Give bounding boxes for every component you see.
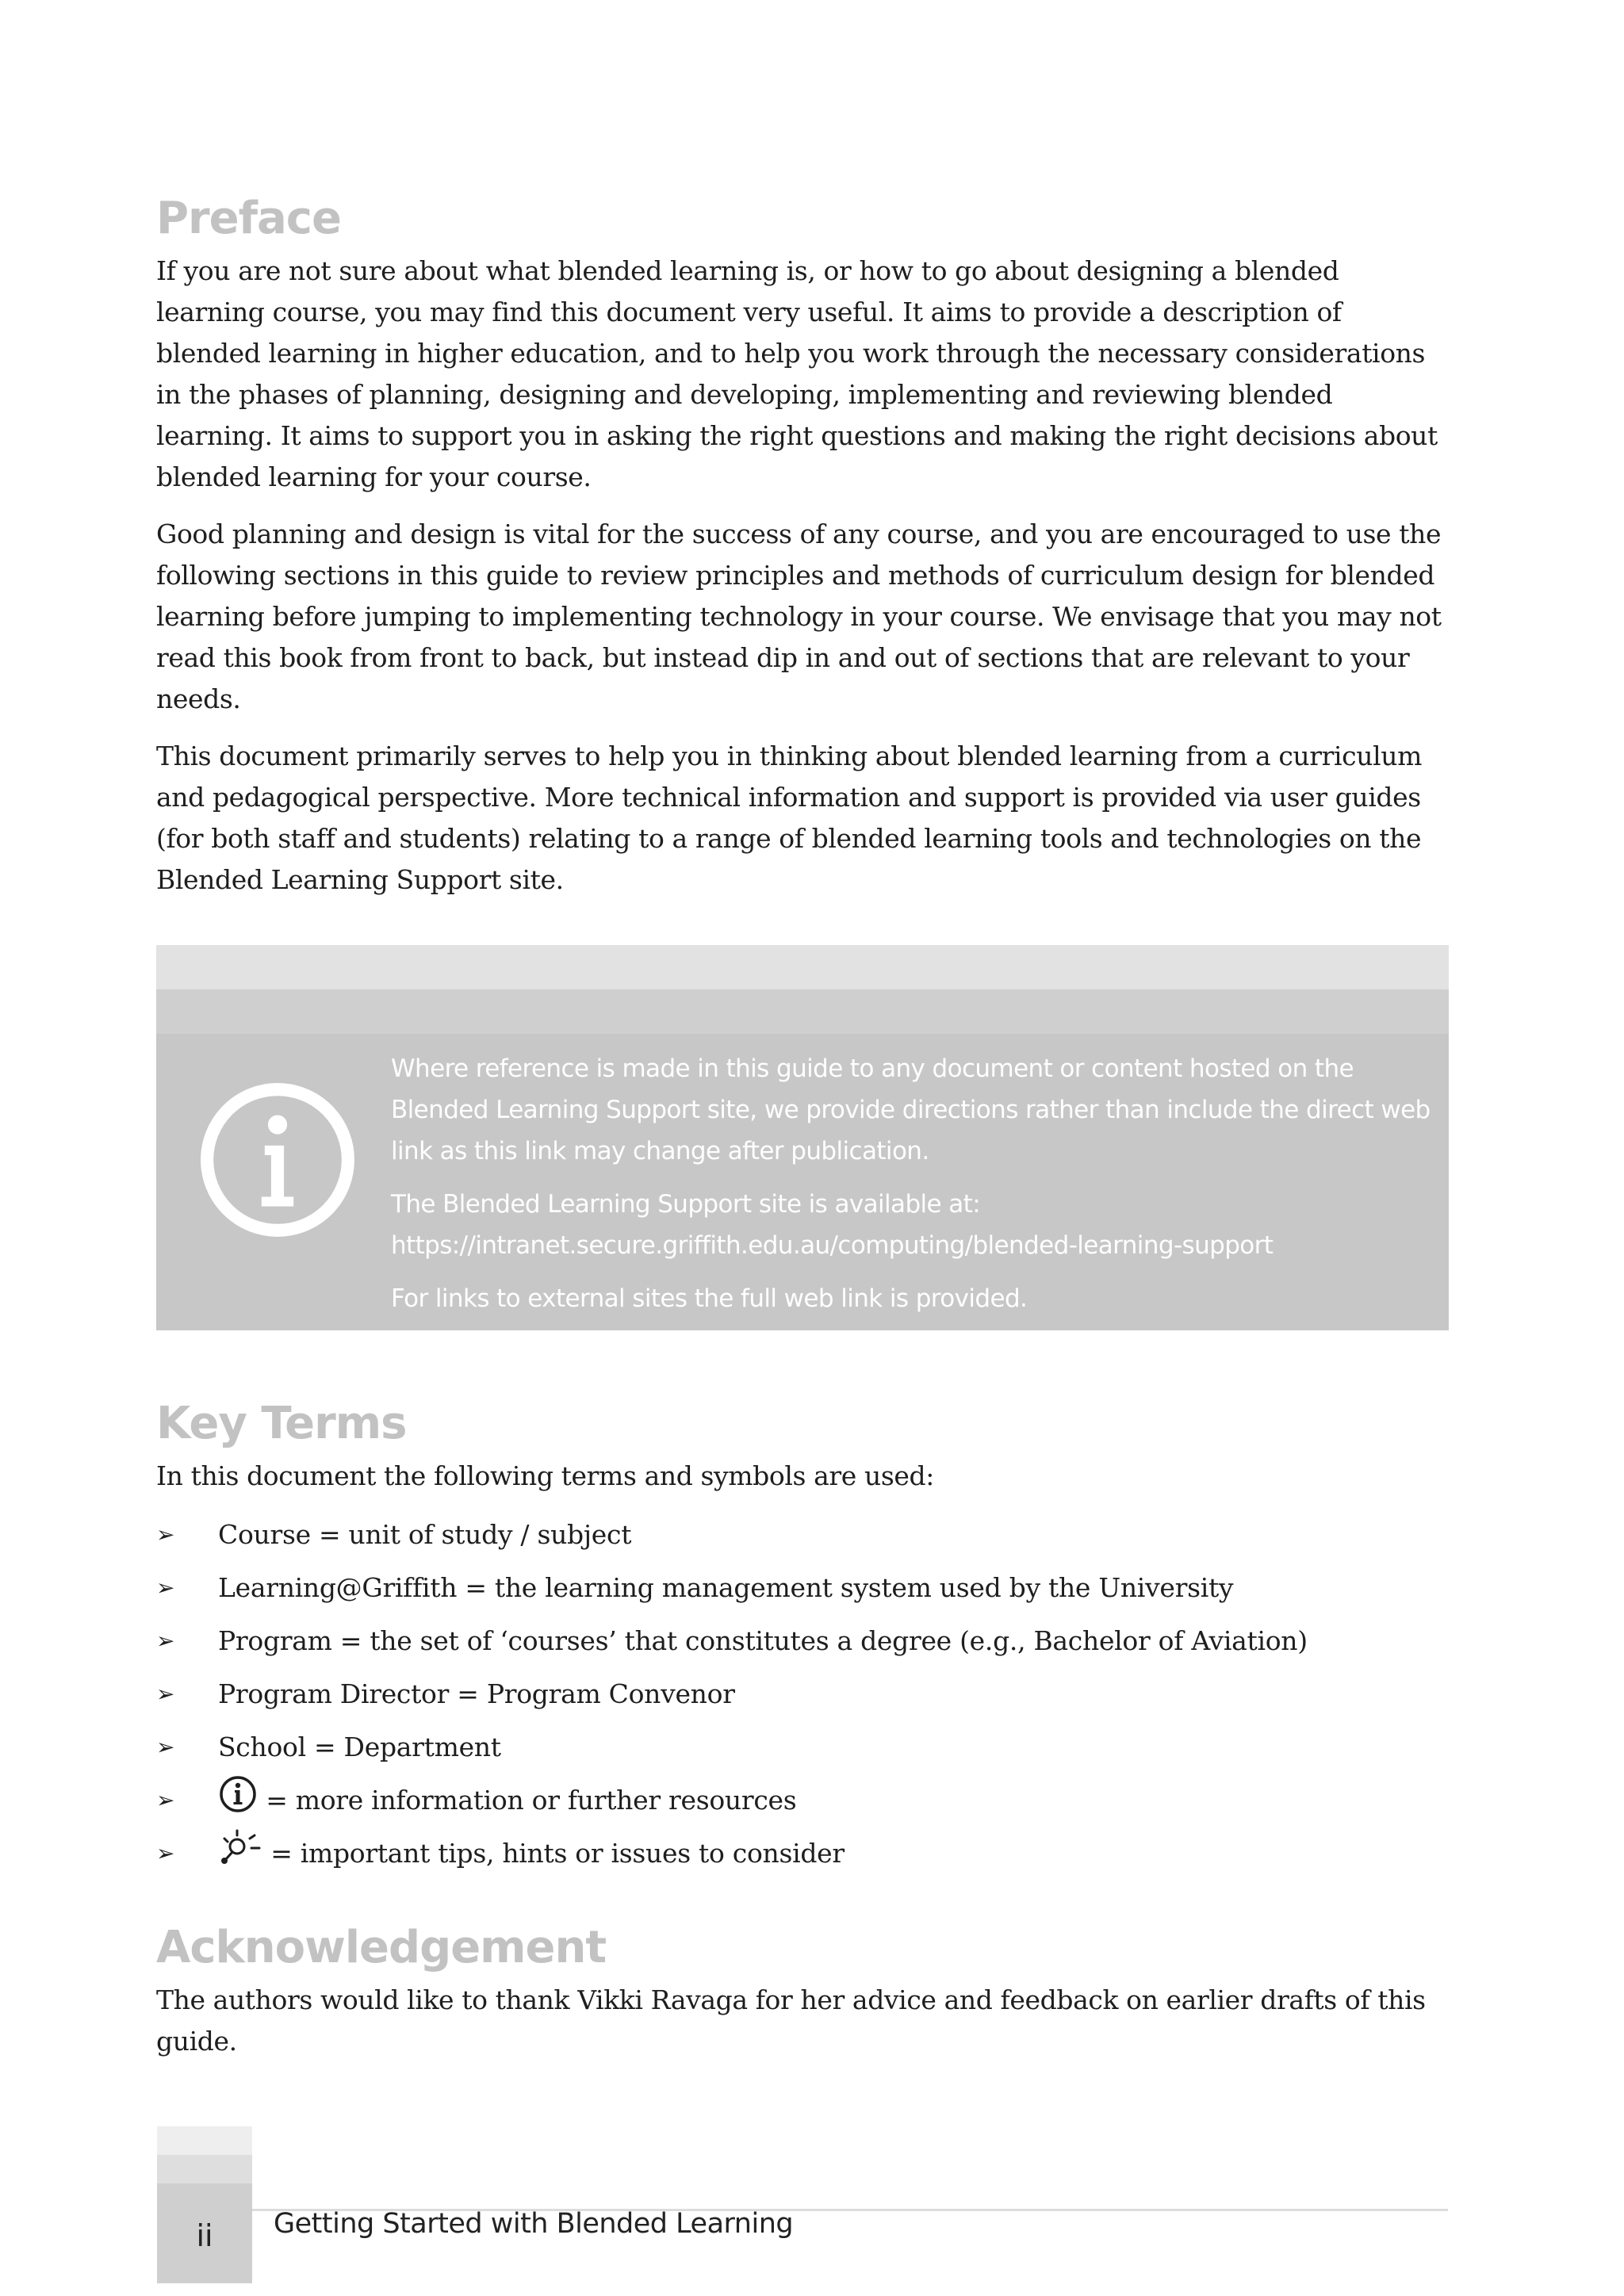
preface-paragraph-2: Good planning and design is vital for the success of any course, and you are encouraged to use the following sections in this guide to review principles and methods of curriculum design for blended learning before jumping to implementing technology in your course. We envisage that you may not read this book from front to back, but instead dip in and out of sections that are relevant to your needs. <box>156 519 1442 714</box>
lightbulb-tip-icon <box>218 1827 262 1867</box>
preface-section <box>156 187 1449 901</box>
arrowhead-bullet-icon: ➢ <box>156 1575 175 1601</box>
list-item <box>156 1720 1449 1774</box>
term-text: Course = unit of study / subject <box>218 1519 632 1550</box>
info-box-body <box>156 1034 1449 1330</box>
acknowledgement-section <box>156 1916 1449 2062</box>
info-box-paragraph-2 <box>391 1184 1438 1266</box>
info-box-paragraph-1: Where reference is made in this guide to any document or content hosted on the Blended Learning Support site, we provide directions rather than include the direct web link as this link may change after publication. <box>391 1054 1431 1165</box>
page-content <box>156 187 1449 2078</box>
info-box-text <box>391 1048 1438 1331</box>
term-text: = important tips, hints or issues to consider <box>262 1838 845 1869</box>
info-icon <box>197 1080 358 1240</box>
term-text: Program Director = Program Convenor <box>218 1678 735 1709</box>
footer-tab-band-2 <box>157 2155 252 2183</box>
term-text: Program = the set of ‘courses’ that constitutes a degree (e.g., Bachelor of Aviation) <box>218 1625 1308 1656</box>
arrowhead-bullet-icon: ➢ <box>156 1681 175 1707</box>
info-box-paragraph-3: For links to external sites the full web link is provided. <box>391 1284 1028 1313</box>
list-item <box>156 1774 1449 1827</box>
info-callout-box <box>156 945 1449 1330</box>
preface-paragraph-1: If you are not sure about what blended learning is, or how to go about designing a blended learning course, you may find this document very useful. It aims to provide a description of blended learning in higher education, and to help you work through the necessary considerations in the phases of planning, designing and developing, implementing and reviewing blended learning. It aims to support you in asking the right questions and making the right decisions about blended learning for your course. <box>156 255 1438 492</box>
term-text: School = Department <box>218 1732 501 1762</box>
acknowledgement-heading: Acknowledgement <box>156 1922 607 1973</box>
key-terms-heading: Key Terms <box>156 1398 407 1449</box>
footer-page-tab <box>157 2126 252 2283</box>
arrowhead-bullet-icon: ➢ <box>156 1787 175 1813</box>
list-item <box>156 1667 1449 1720</box>
preface-paragraph-3: This document primarily serves to help you in thinking about blended learning from a curriculum and pedagogical perspective. More technical information and support is provided via user guides (for both staff and students) relating to a range of blended learning tools and technologies on the Blended Learning Support site. <box>156 740 1423 895</box>
info-box-second-band <box>156 989 1449 1034</box>
list-item <box>156 1508 1449 1561</box>
list-item <box>156 1827 1449 1880</box>
info-box-top-band <box>156 945 1449 989</box>
footer-tab-band-3 <box>157 2183 252 2283</box>
list-item <box>156 1614 1449 1667</box>
term-text: = more information or further resources <box>258 1785 797 1816</box>
key-terms-section <box>156 1392 1449 1880</box>
info-box-site-label: The Blended Learning Support site is available at: <box>391 1190 981 1219</box>
arrowhead-bullet-icon: ➢ <box>156 1734 175 1760</box>
arrowhead-bullet-icon: ➢ <box>156 1521 175 1548</box>
arrowhead-bullet-icon: ➢ <box>156 1628 175 1654</box>
info-icon <box>218 1774 258 1814</box>
term-text: Learning@Griffith = the learning management system used by the University <box>218 1572 1234 1603</box>
preface-heading: Preface <box>156 193 341 244</box>
footer-tab-band-1 <box>157 2126 252 2155</box>
page-number: ii <box>196 2218 213 2253</box>
arrowhead-bullet-icon: ➢ <box>156 1840 175 1866</box>
info-box-site-url: https://intranet.secure.griffith.edu.au/computing/blended-learning-support <box>391 1231 1274 1260</box>
footer-running-title: Getting Started with Blended Learning <box>274 2208 794 2240</box>
key-terms-list <box>156 1508 1449 1880</box>
list-item <box>156 1561 1449 1614</box>
acknowledgement-text: The authors would like to thank Vikki Ravaga for her advice and feedback on earlier drafts of this guide. <box>156 1984 1426 2057</box>
key-terms-intro: In this document the following terms and symbols are used: <box>156 1460 934 1491</box>
